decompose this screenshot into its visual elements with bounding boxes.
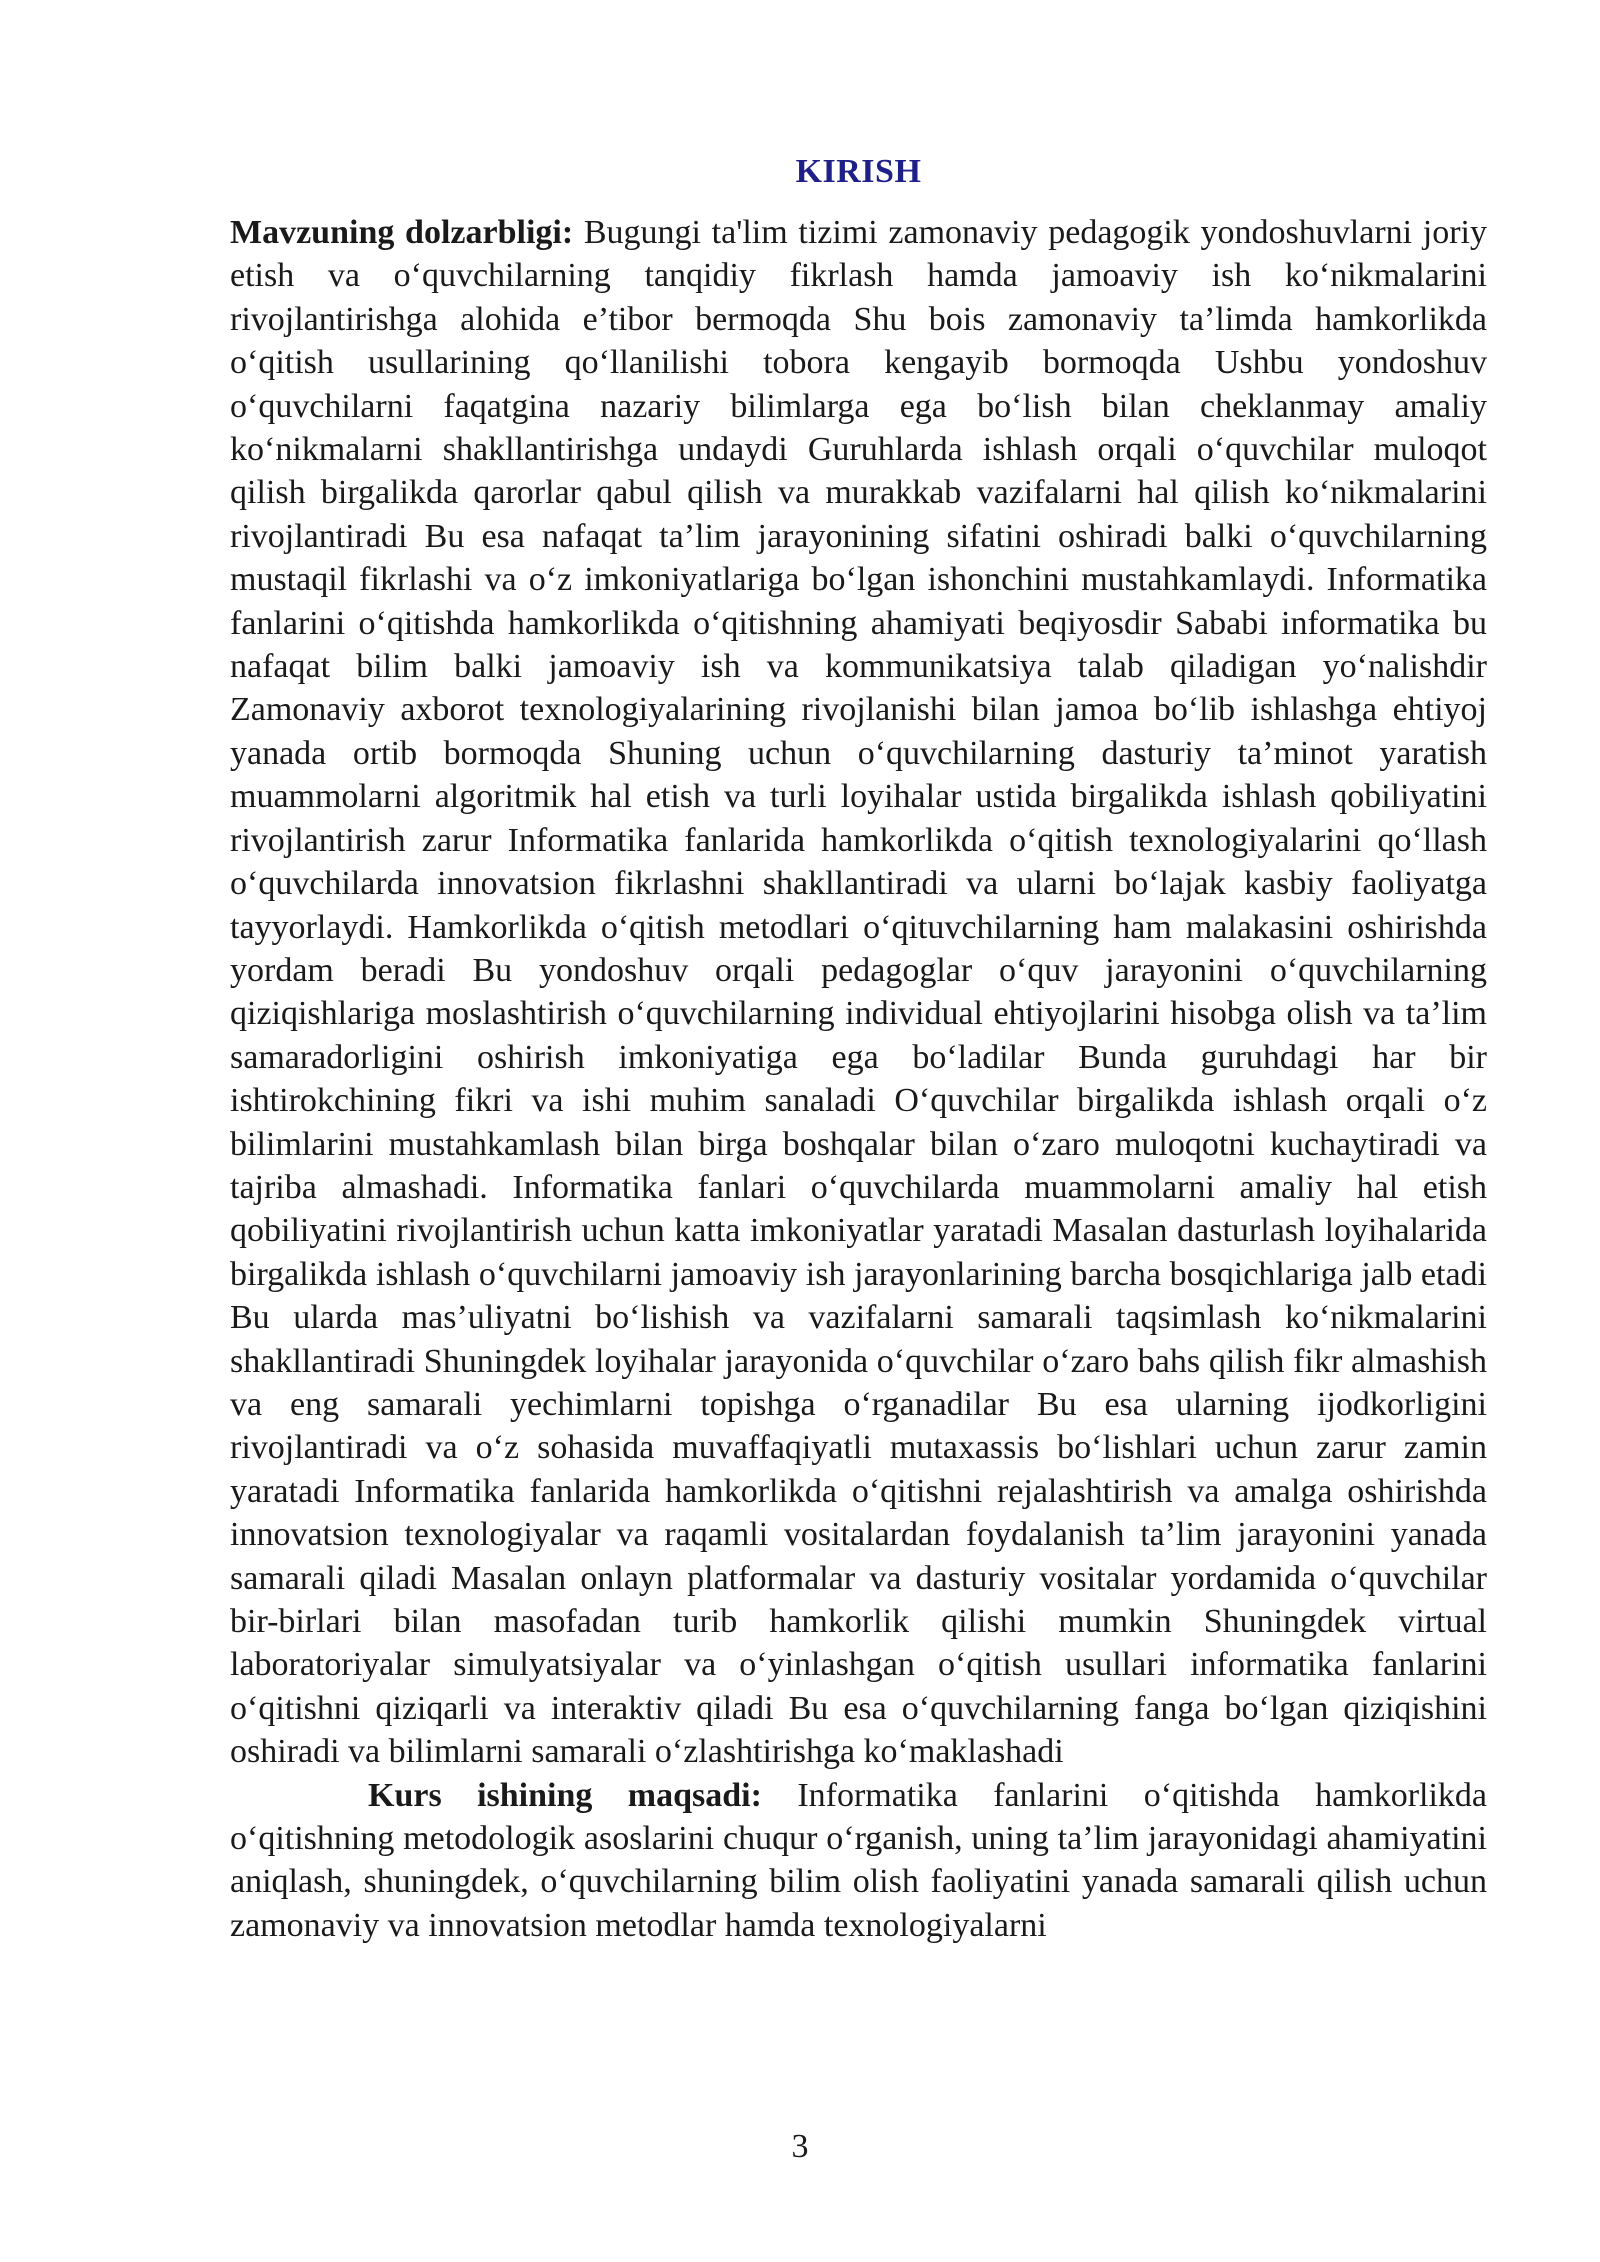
- page-title: KIRISH: [795, 153, 922, 190]
- goal-heading: Kurs ishining maqsadi:: [368, 1776, 762, 1814]
- paragraph-goal: [230, 1774, 1487, 1948]
- page-number: 3: [791, 2128, 809, 2165]
- goal-text: Informatika fanlarini o‘qitishda hamkorlikda o‘qitishning metodologik asoslarini chuqur o‘rganish, uning ta’lim jarayonidagi ahamiyatini aniqlash, shuningdek, o‘quvchilarning bilim olish faoliyatini yanada samarali qilish uchun zamonaviy va innovatsion metodlar hamda texnologiyalarni: [230, 1776, 1488, 1944]
- relevance-heading: Mavzuning dolzarbligi:: [230, 214, 574, 251]
- page-content: [230, 150, 1487, 1947]
- paragraph-relevance: [230, 211, 1487, 1774]
- relevance-text: Bugungi ta'lim tizimi zamonaviy pedagogik yondoshuvlarni joriy etish va o‘quvchilarning tanqidiy fikrlash hamda jamoaviy ish ko‘nikmalarini rivojlantirishga alohida e’tibor bermoqda Shu bois zamonaviy ta’limda hamkorlikda o‘qitish usullarining qo‘llanilishi tobora kengayib bormoqda Ushbu yondoshuv o‘quvchilarni faqatgina nazariy bilimlarga ega bo‘lish bilan cheklanmay amaliy ko‘nikmalarni shakllantirishga undaydi Guruhlarda ishlash orqali o‘quvchilar muloqot qilish birgalikda qarorlar qabul qilish va murakkab vazifalarni hal qilish ko‘nikmalarini rivojlantiradi Bu esa nafaqat ta’lim jarayonining sifatini oshiradi balki o‘quvchilarning mustaqil fikrlashi va o‘z imkoniyatlariga bo‘lgan ishonchini mustahkamlaydi. Informatika fanlarini o‘qitishda hamkorlikda o‘qitishning ahamiyati beqiyosdir Sababi informatika bu nafaqat bilim balki jamoaviy ish va kommunikatsiya talab qiladigan yo‘nalishdir Zamonaviy axborot texnologiyalarining rivojlanishi bilan jamoa bo‘lib ishlashga ehtiyoj yanada ortib bormoqda Shuning uchun o‘quvchilarning dasturiy ta’minot yaratish muammolarni algoritmik hal etish va turli loyihalar ustida birgalikda ishlash qobiliyatini rivojlantirish zarur Informatika fanlarida hamkorlikda o‘qitish texnologiyalarini qo‘llash o‘quvchilarda innovatsion fikrlashni shakllantiradi va ularni bo‘lajak kasbiy faoliyatga tayyorlaydi. Hamkorlikda o‘qitish metodlari o‘qituvchilarning ham malakasini oshirishda yordam beradi Bu yondoshuv orqali pedagoglar o‘quv jarayonini o‘quvchilarning qiziqishlariga moslashtirish o‘quvchilarning individual ehtiyojlarini hisobga olish va ta’lim samaradorligini oshirish imkoniyatiga ega bo‘ladilar Bunda guruhdagi har bir ishtirokchining fikri va ishi muhim sanaladi O‘quvchilar birgalikda ishlash orqali o‘z bilimlarini mustahkamlash bilan birga boshqalar bilan o‘zaro muloqotni kuchaytiradi va tajriba almashadi. Informatika fanlari o‘quvchilarda muammolarni amaliy hal etish qobiliyatini rivojlantirish uchun katta imkoniyatlar yaratadi Masalan dasturlash loyihalarida birgalikda ishlash o‘quvchilarni jamoaviy ish jarayonlarining barcha bosqichlariga jalb etadi Bu ularda mas’uliyatni bo‘lishish va vazifalarni samarali taqsimlash ko‘nikmalarini shakllantiradi Shuningdek loyihalar jarayonida o‘quvchilar o‘zaro bahs qilish fikr almashish va eng samarali yechimlarni topishga o‘rganadilar Bu esa ularning ijodkorligini rivojlantiradi va o‘z sohasida muvaffaqiyatli mutaxassis bo‘lishlari uchun zarur zamin yaratadi Informatika fanlarida hamkorlikda o‘qitishni rejalashtirish va amalga oshirishda innovatsion texnologiyalar va raqamli vositalardan foydalanish ta’lim jarayonini yanada samarali qiladi Masalan onlayn platformalar va dasturiy vositalar yordamida o‘quvchilar bir-birlari bilan masofadan turib hamkorlik qilishi mumkin Shuningdek virtual laboratoriyalar simulyatsiyalar va o‘yinlashgan o‘qitish usullari informatika fanlarini o‘qitishni qiziqarli va interaktiv qiladi Bu esa o‘quvchilarning fanga bo‘lgan qiziqishini oshiradi va bilimlarni samarali o‘zlashtirishga ko‘maklashadi: [230, 214, 1488, 1771]
